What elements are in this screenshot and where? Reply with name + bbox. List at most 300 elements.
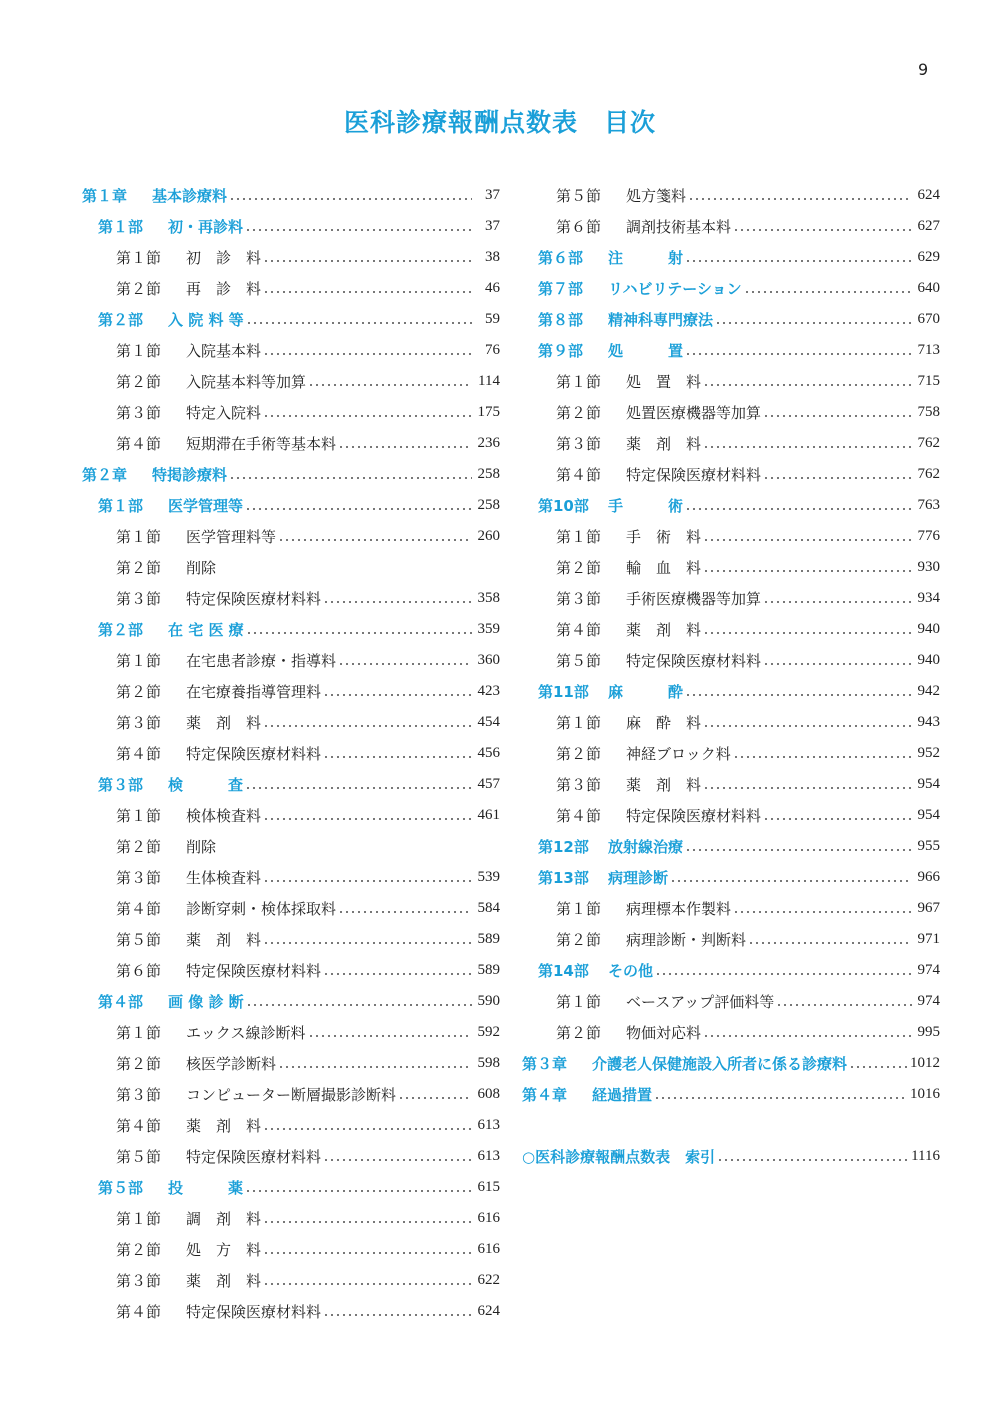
toc-entry-title: 経過措置 bbox=[592, 1086, 653, 1104]
toc-entry-title: 薬 剤 料 bbox=[626, 776, 702, 794]
toc-entry-title: 処 方 料 bbox=[186, 1241, 262, 1259]
dot-leader bbox=[245, 787, 472, 789]
dot-leader bbox=[278, 1066, 472, 1068]
dot-leader bbox=[733, 756, 912, 758]
dot-leader bbox=[263, 415, 472, 417]
toc-entry-label: 第１節 bbox=[556, 373, 602, 391]
toc-entry-section[interactable] bbox=[80, 676, 500, 707]
dot-leader bbox=[263, 1283, 472, 1285]
dot-leader bbox=[338, 446, 472, 448]
toc-entry-title: 核医学診断料 bbox=[186, 1055, 277, 1073]
toc-entry-part[interactable] bbox=[80, 490, 500, 521]
toc-entry-label: 第１部 bbox=[98, 218, 144, 236]
toc-entry-part[interactable] bbox=[80, 986, 500, 1017]
toc-entry-label: 第２節 bbox=[116, 838, 162, 856]
toc-entry-page: 260 bbox=[477, 528, 500, 544]
toc-entry-title: 入院基本料 bbox=[186, 342, 262, 360]
toc-entry-part[interactable] bbox=[80, 614, 500, 645]
toc-entry-page: 175 bbox=[477, 404, 500, 420]
dot-leader bbox=[703, 384, 912, 386]
toc-entry-label: 第５節 bbox=[556, 652, 602, 670]
toc-entry-title: 調剤技術基本料 bbox=[626, 218, 732, 236]
toc-entry-title: 投 薬 bbox=[168, 1179, 244, 1197]
dot-leader bbox=[263, 353, 472, 355]
toc-entry-title: 病理診断 bbox=[608, 869, 669, 887]
toc-entry-page: 943 bbox=[917, 714, 940, 730]
dot-leader bbox=[776, 1004, 912, 1006]
dot-leader bbox=[703, 570, 912, 572]
dot-leader bbox=[763, 415, 912, 417]
toc-entry-title: 初 診 料 bbox=[186, 249, 262, 267]
toc-entry-title: 特定保険医療材料料 bbox=[626, 466, 762, 484]
toc-entry-chapter[interactable] bbox=[520, 1048, 940, 1079]
toc-entry-section[interactable] bbox=[520, 583, 940, 614]
toc-entry-page: 236 bbox=[477, 435, 500, 451]
toc-entry-title: 医学管理料等 bbox=[186, 528, 277, 546]
toc-entry-label: 第４節 bbox=[116, 1117, 162, 1135]
toc-entry-title: 特定入院料 bbox=[186, 404, 262, 422]
toc-entry-label: 第13部 bbox=[538, 869, 589, 887]
toc-entry-title: 手術医療機器等加算 bbox=[626, 590, 762, 608]
toc-entry-section[interactable] bbox=[80, 583, 500, 614]
toc-entry-title: 薬 剤 料 bbox=[186, 1117, 262, 1135]
toc-entry-title: 麻 酔 料 bbox=[626, 714, 702, 732]
toc-entry-section[interactable] bbox=[520, 459, 940, 490]
toc-entry-title: 神経ブロック料 bbox=[626, 745, 731, 763]
toc-entry-label: 第４部 bbox=[98, 993, 144, 1011]
toc-entry-section[interactable] bbox=[80, 738, 500, 769]
toc-entry-title: その他 bbox=[608, 962, 654, 980]
toc-entry-label: 第３節 bbox=[116, 869, 162, 887]
toc-entry-section[interactable] bbox=[80, 1017, 500, 1048]
toc-entry-title: 入院基本料等加算 bbox=[186, 373, 307, 391]
toc-entry-label: 第１節 bbox=[556, 714, 602, 732]
toc-entry-section[interactable] bbox=[80, 831, 500, 862]
toc-entry-page: 358 bbox=[477, 590, 500, 606]
toc-entry-label: 第３節 bbox=[116, 714, 162, 732]
toc-entry-page: 940 bbox=[917, 652, 940, 668]
toc-entry-page: 423 bbox=[477, 683, 500, 699]
dot-leader bbox=[685, 694, 912, 696]
toc-entry-section[interactable] bbox=[80, 924, 500, 955]
toc-entry-label: 第３節 bbox=[116, 590, 162, 608]
dot-leader bbox=[246, 632, 472, 634]
toc-entry-chapter[interactable] bbox=[80, 180, 500, 211]
dot-leader bbox=[263, 1221, 472, 1223]
toc-entry-label: 第２節 bbox=[556, 745, 602, 763]
toc-entry-section[interactable] bbox=[520, 366, 940, 397]
toc-entry-title: 薬 剤 料 bbox=[186, 931, 262, 949]
dot-leader bbox=[263, 818, 472, 820]
toc-entry-page: 974 bbox=[917, 993, 940, 1009]
toc-entry-title: 基本診療料 bbox=[152, 187, 228, 205]
toc-entry-label: 第２節 bbox=[116, 1055, 162, 1073]
dot-leader bbox=[763, 818, 912, 820]
dot-leader bbox=[323, 1314, 472, 1316]
toc-entry-label: 第４節 bbox=[556, 621, 602, 639]
toc-entry-page: 613 bbox=[477, 1148, 500, 1164]
page-title: 医科診療報酬点数表 目次 bbox=[343, 108, 656, 137]
toc-entry-label: 第６部 bbox=[538, 249, 584, 267]
dot-leader bbox=[263, 260, 472, 262]
toc-entry-title: 入 院 料 等 bbox=[168, 311, 244, 329]
toc-entry-title: 輸 血 料 bbox=[626, 559, 702, 577]
toc-entry-title: 放射線治療 bbox=[608, 838, 684, 856]
toc-entry-section[interactable] bbox=[80, 1079, 500, 1110]
toc-spacer bbox=[520, 1110, 940, 1141]
toc-entry-section[interactable] bbox=[80, 800, 500, 831]
dot-leader bbox=[263, 1252, 472, 1254]
toc-entry-title: 処置医療機器等加算 bbox=[626, 404, 762, 422]
toc-entry-title: 精神科専門療法 bbox=[608, 311, 714, 329]
toc-entry-label: 第11部 bbox=[538, 683, 589, 701]
dot-leader bbox=[763, 477, 912, 479]
toc-entry-title: 短期滞在手術等基本料 bbox=[186, 435, 337, 453]
toc-entry-page: 627 bbox=[917, 218, 940, 234]
toc-entry-title: 薬 剤 料 bbox=[186, 714, 262, 732]
dot-leader bbox=[763, 601, 912, 603]
toc-entry-label: 第２部 bbox=[98, 311, 144, 329]
toc-entry-section[interactable] bbox=[520, 552, 940, 583]
toc-entry-label: 第４節 bbox=[556, 466, 602, 484]
toc-entry-page: 613 bbox=[477, 1117, 500, 1133]
dot-leader bbox=[703, 1035, 912, 1037]
dot-leader bbox=[717, 1159, 909, 1161]
toc-entry-index[interactable] bbox=[520, 1141, 940, 1172]
toc-entry-page: 461 bbox=[477, 807, 500, 823]
toc-entry-section[interactable] bbox=[80, 862, 500, 893]
toc-entry-section[interactable] bbox=[80, 955, 500, 986]
toc-entry-label: 第２節 bbox=[556, 931, 602, 949]
dot-leader bbox=[263, 1128, 472, 1130]
toc-entry-section[interactable] bbox=[520, 738, 940, 769]
toc-entry-page: 955 bbox=[917, 838, 940, 854]
toc-entry-title: エックス線診断料 bbox=[186, 1024, 306, 1042]
toc-entry-part[interactable] bbox=[80, 769, 500, 800]
toc-entry-title: 検 査 bbox=[168, 776, 244, 794]
toc-entry-part[interactable] bbox=[80, 211, 500, 242]
toc-entry-page: 359 bbox=[477, 621, 500, 637]
toc-entry-part[interactable] bbox=[520, 335, 940, 366]
dot-leader bbox=[688, 198, 912, 200]
toc-entry-section[interactable] bbox=[520, 645, 940, 676]
toc-entry-page: 763 bbox=[917, 497, 940, 513]
toc-entry-page: 934 bbox=[917, 590, 940, 606]
dot-leader bbox=[398, 1097, 472, 1099]
dot-leader bbox=[246, 322, 472, 324]
toc-entry-title: 画 像 診 断 bbox=[168, 993, 244, 1011]
dot-leader bbox=[685, 849, 912, 851]
toc-entry-section[interactable] bbox=[80, 1110, 500, 1141]
toc-entry-label: 第５節 bbox=[116, 931, 162, 949]
toc-entry-title: 麻 酔 bbox=[608, 683, 684, 701]
toc-entry-label: 第３節 bbox=[116, 1086, 162, 1104]
toc-entry-page: 971 bbox=[917, 931, 940, 947]
toc-entry-chapter[interactable] bbox=[520, 1079, 940, 1110]
toc-entry-page: 454 bbox=[477, 714, 500, 730]
toc-entry-page: 37 bbox=[485, 218, 500, 234]
toc-entry-title: 処方箋料 bbox=[626, 187, 687, 205]
toc-entry-title: 再 診 料 bbox=[186, 280, 262, 298]
toc-entry-label: 第10部 bbox=[538, 497, 589, 515]
dot-leader bbox=[323, 756, 472, 758]
toc-entry-section[interactable] bbox=[520, 521, 940, 552]
toc-entry-title: 生体検査料 bbox=[186, 869, 262, 887]
toc-entry-section[interactable] bbox=[520, 986, 940, 1017]
toc-entry-label: 第４節 bbox=[116, 1303, 162, 1321]
toc-entry-title: 特定保険医療材料料 bbox=[186, 745, 322, 763]
toc-entry-label: 第６節 bbox=[116, 962, 162, 980]
toc-entry-title: 特定保険医療材料料 bbox=[626, 652, 762, 670]
dot-leader bbox=[670, 880, 912, 882]
toc-entry-part[interactable] bbox=[520, 273, 940, 304]
toc-entry-title: 削除 bbox=[186, 838, 217, 856]
toc-entry-label: 第１節 bbox=[116, 1024, 162, 1042]
toc-entry-title: 薬 剤 料 bbox=[186, 1272, 262, 1290]
toc-entry-page: 952 bbox=[917, 745, 940, 761]
toc-entry-page: 584 bbox=[477, 900, 500, 916]
toc-entry-section[interactable] bbox=[520, 707, 940, 738]
toc-entry-label: 第１節 bbox=[116, 342, 162, 360]
dot-leader bbox=[733, 229, 912, 231]
toc-entry-label: 第３節 bbox=[556, 435, 602, 453]
toc-right-column bbox=[520, 180, 940, 1172]
toc-entry-page: 966 bbox=[917, 869, 940, 885]
toc-entry-page: 762 bbox=[917, 435, 940, 451]
toc-entry-label: 第２節 bbox=[556, 559, 602, 577]
toc-entry-section[interactable] bbox=[80, 893, 500, 924]
toc-entry-page: 46 bbox=[485, 280, 500, 296]
toc-entry-label: 第４節 bbox=[556, 807, 602, 825]
toc-entry-page: 670 bbox=[917, 311, 940, 327]
toc-entry-section[interactable] bbox=[520, 769, 940, 800]
toc-entry-title: リハビリテーション bbox=[608, 280, 742, 298]
toc-entry-title: 特定保険医療材料料 bbox=[186, 1148, 322, 1166]
toc-entry-label: 第２部 bbox=[98, 621, 144, 639]
toc-entry-title: 医学管理等 bbox=[168, 497, 244, 515]
toc-entry-title: 在宅療養指導管理料 bbox=[186, 683, 322, 701]
dot-leader bbox=[278, 539, 472, 541]
toc-entry-title: 病理診断・判断料 bbox=[626, 931, 747, 949]
dot-leader bbox=[849, 1066, 908, 1068]
toc-entry-title: 特掲診療料 bbox=[152, 466, 228, 484]
toc-entry-section[interactable] bbox=[520, 893, 940, 924]
toc-entry-page: 616 bbox=[477, 1210, 500, 1226]
toc-entry-label: 第３章 bbox=[522, 1055, 568, 1073]
toc-entry-title: ベースアップ評価料等 bbox=[626, 993, 775, 1011]
dot-leader bbox=[323, 694, 472, 696]
toc-entry-label: 第２節 bbox=[116, 1241, 162, 1259]
toc-entry-title: 病理標本作製料 bbox=[626, 900, 732, 918]
toc-entry-section[interactable] bbox=[80, 707, 500, 738]
toc-entry-label: 第８部 bbox=[538, 311, 584, 329]
dot-leader bbox=[308, 1035, 472, 1037]
toc-entry-part[interactable] bbox=[80, 304, 500, 335]
dot-leader bbox=[703, 725, 912, 727]
toc-entry-label: 第14部 bbox=[538, 962, 589, 980]
toc-entry-label: 第３節 bbox=[556, 776, 602, 794]
toc-entry-page: 629 bbox=[917, 249, 940, 265]
toc-entry-title: 特定保険医療材料料 bbox=[186, 962, 322, 980]
toc-entry-section[interactable] bbox=[80, 1203, 500, 1234]
toc-entry-section[interactable] bbox=[80, 645, 500, 676]
dot-leader bbox=[229, 198, 472, 200]
toc-entry-title: 処 置 料 bbox=[626, 373, 702, 391]
toc-entry-title: 注 射 bbox=[608, 249, 684, 267]
toc-entry-title: 削除 bbox=[186, 559, 217, 577]
toc-entry-label: 第２節 bbox=[116, 373, 162, 391]
toc-entry-label: 第３部 bbox=[98, 776, 144, 794]
toc-entry-page: 776 bbox=[917, 528, 940, 544]
toc-entry-title: 初・再診料 bbox=[168, 218, 244, 236]
toc-entry-page: 624 bbox=[477, 1303, 500, 1319]
toc-entry-part[interactable] bbox=[520, 676, 940, 707]
toc-entry-label: 第５節 bbox=[556, 187, 602, 205]
toc-entry-page: 608 bbox=[477, 1086, 500, 1102]
toc-entry-part[interactable] bbox=[520, 490, 940, 521]
toc-entry-section[interactable] bbox=[80, 552, 500, 583]
dot-leader bbox=[654, 1097, 908, 1099]
dot-leader bbox=[263, 880, 472, 882]
toc-entry-section[interactable] bbox=[520, 800, 940, 831]
toc-entry-chapter[interactable] bbox=[80, 459, 500, 490]
toc-entry-label: 第４章 bbox=[522, 1086, 568, 1104]
toc-entry-title: 手 術 bbox=[608, 497, 684, 515]
toc-entry-page: 954 bbox=[917, 776, 940, 792]
toc-entry-section[interactable] bbox=[80, 521, 500, 552]
dot-leader bbox=[763, 663, 912, 665]
toc-entry-label: 第１節 bbox=[556, 900, 602, 918]
dot-leader bbox=[703, 787, 912, 789]
toc-entry-section[interactable] bbox=[80, 428, 500, 459]
toc-entry-page: 616 bbox=[477, 1241, 500, 1257]
dot-leader bbox=[733, 911, 912, 913]
toc-entry-section[interactable] bbox=[80, 335, 500, 366]
toc-entry-title: 在 宅 医 療 bbox=[168, 621, 244, 639]
toc-entry-part[interactable] bbox=[520, 831, 940, 862]
toc-entry-page: 1116 bbox=[911, 1148, 940, 1164]
toc-entry-part[interactable] bbox=[520, 955, 940, 986]
toc-entry-label: 第７部 bbox=[538, 280, 584, 298]
toc-entry-section[interactable] bbox=[80, 1296, 500, 1327]
dot-leader bbox=[263, 725, 472, 727]
toc-entry-label: 第４節 bbox=[116, 435, 162, 453]
dot-leader bbox=[338, 663, 472, 665]
toc-entry-section[interactable] bbox=[80, 242, 500, 273]
toc-entry-section[interactable] bbox=[520, 211, 940, 242]
toc-entry-page: 37 bbox=[485, 187, 500, 203]
toc-entry-section[interactable] bbox=[520, 428, 940, 459]
toc-entry-section[interactable] bbox=[80, 273, 500, 304]
toc-entry-section[interactable] bbox=[80, 397, 500, 428]
toc-entry-label: 第５部 bbox=[98, 1179, 144, 1197]
toc-entry-page: 258 bbox=[477, 497, 500, 513]
toc-entry-label: 第１節 bbox=[116, 652, 162, 670]
toc-entry-page: 713 bbox=[917, 342, 940, 358]
toc-entry-page: 38 bbox=[485, 249, 500, 265]
toc-entry-section[interactable] bbox=[80, 1265, 500, 1296]
toc-entry-section[interactable] bbox=[80, 1234, 500, 1265]
dot-leader bbox=[308, 384, 472, 386]
toc-entry-label: 第４節 bbox=[116, 900, 162, 918]
toc-entry-page: 715 bbox=[917, 373, 940, 389]
toc-entry-page: 59 bbox=[485, 311, 500, 327]
toc-entry-part[interactable] bbox=[520, 304, 940, 335]
toc-entry-section[interactable] bbox=[520, 1017, 940, 1048]
dot-leader bbox=[263, 942, 472, 944]
toc-entry-page: 539 bbox=[477, 869, 500, 885]
toc-entry-label: 第１部 bbox=[98, 497, 144, 515]
toc-entry-section[interactable] bbox=[80, 1048, 500, 1079]
toc-entry-page: 589 bbox=[477, 931, 500, 947]
toc-entry-label: 第２節 bbox=[116, 559, 162, 577]
toc-entry-page: 589 bbox=[477, 962, 500, 978]
toc-entry-section[interactable] bbox=[520, 614, 940, 645]
toc-entry-label: 第１節 bbox=[556, 993, 602, 1011]
toc-entry-section[interactable] bbox=[80, 366, 500, 397]
toc-entry-page: 258 bbox=[477, 466, 500, 482]
dot-leader bbox=[744, 291, 912, 293]
toc-entry-section[interactable] bbox=[80, 1141, 500, 1172]
toc-entry-section[interactable] bbox=[520, 924, 940, 955]
toc-entry-label: 第６節 bbox=[556, 218, 602, 236]
toc-entry-title: 特定保険医療材料料 bbox=[186, 1303, 322, 1321]
toc-entry-page: 457 bbox=[477, 776, 500, 792]
toc-entry-page: 456 bbox=[477, 745, 500, 761]
toc-entry-title: 介護老人保健施設入所者に係る診療料 bbox=[592, 1055, 848, 1073]
toc-entry-part[interactable] bbox=[520, 862, 940, 893]
toc-entry-title: 処 置 bbox=[608, 342, 684, 360]
toc-entry-page: 762 bbox=[917, 466, 940, 482]
toc-entry-label: 第１節 bbox=[116, 807, 162, 825]
toc-entry-label: 第２節 bbox=[116, 280, 162, 298]
toc-entry-page: 592 bbox=[477, 1024, 500, 1040]
dot-leader bbox=[245, 229, 472, 231]
toc-entry-section[interactable] bbox=[520, 397, 940, 428]
toc-entry-label: 第５節 bbox=[116, 1148, 162, 1166]
toc-left-column bbox=[80, 180, 500, 1327]
toc-entry-label: 第２章 bbox=[82, 466, 128, 484]
toc-entry-label: 第１章 bbox=[82, 187, 128, 205]
toc-entry-page: 590 bbox=[477, 993, 500, 1009]
dot-leader bbox=[655, 973, 912, 975]
dot-leader bbox=[323, 973, 472, 975]
toc-entry-page: 598 bbox=[477, 1055, 500, 1071]
toc-entry-page: 954 bbox=[917, 807, 940, 823]
toc-entry-title: 物価対応料 bbox=[626, 1024, 702, 1042]
dot-leader bbox=[246, 1004, 472, 1006]
toc-entry-page: 1012 bbox=[910, 1055, 940, 1071]
toc-entry-label: 第２節 bbox=[556, 404, 602, 422]
page-number: 9 bbox=[918, 60, 929, 79]
toc-entry-page: 974 bbox=[917, 962, 940, 978]
toc-entry-label: 第３節 bbox=[116, 1272, 162, 1290]
toc-entry-page: 615 bbox=[477, 1179, 500, 1195]
toc-entry-title: 手 術 料 bbox=[626, 528, 702, 546]
toc-entry-page: 114 bbox=[478, 373, 500, 389]
dot-leader bbox=[245, 508, 472, 510]
toc-entry-section[interactable] bbox=[520, 180, 940, 211]
dot-leader bbox=[245, 1190, 472, 1192]
toc-entry-page: 930 bbox=[917, 559, 940, 575]
toc-entry-label: 第２節 bbox=[116, 683, 162, 701]
toc-entry-title: 特定保険医療材料料 bbox=[626, 807, 762, 825]
toc-entry-part[interactable] bbox=[80, 1172, 500, 1203]
toc-entry-part[interactable] bbox=[520, 242, 940, 273]
toc-entry-page: 995 bbox=[917, 1024, 940, 1040]
dot-leader bbox=[685, 508, 912, 510]
toc-entry-title: 特定保険医療材料料 bbox=[186, 590, 322, 608]
